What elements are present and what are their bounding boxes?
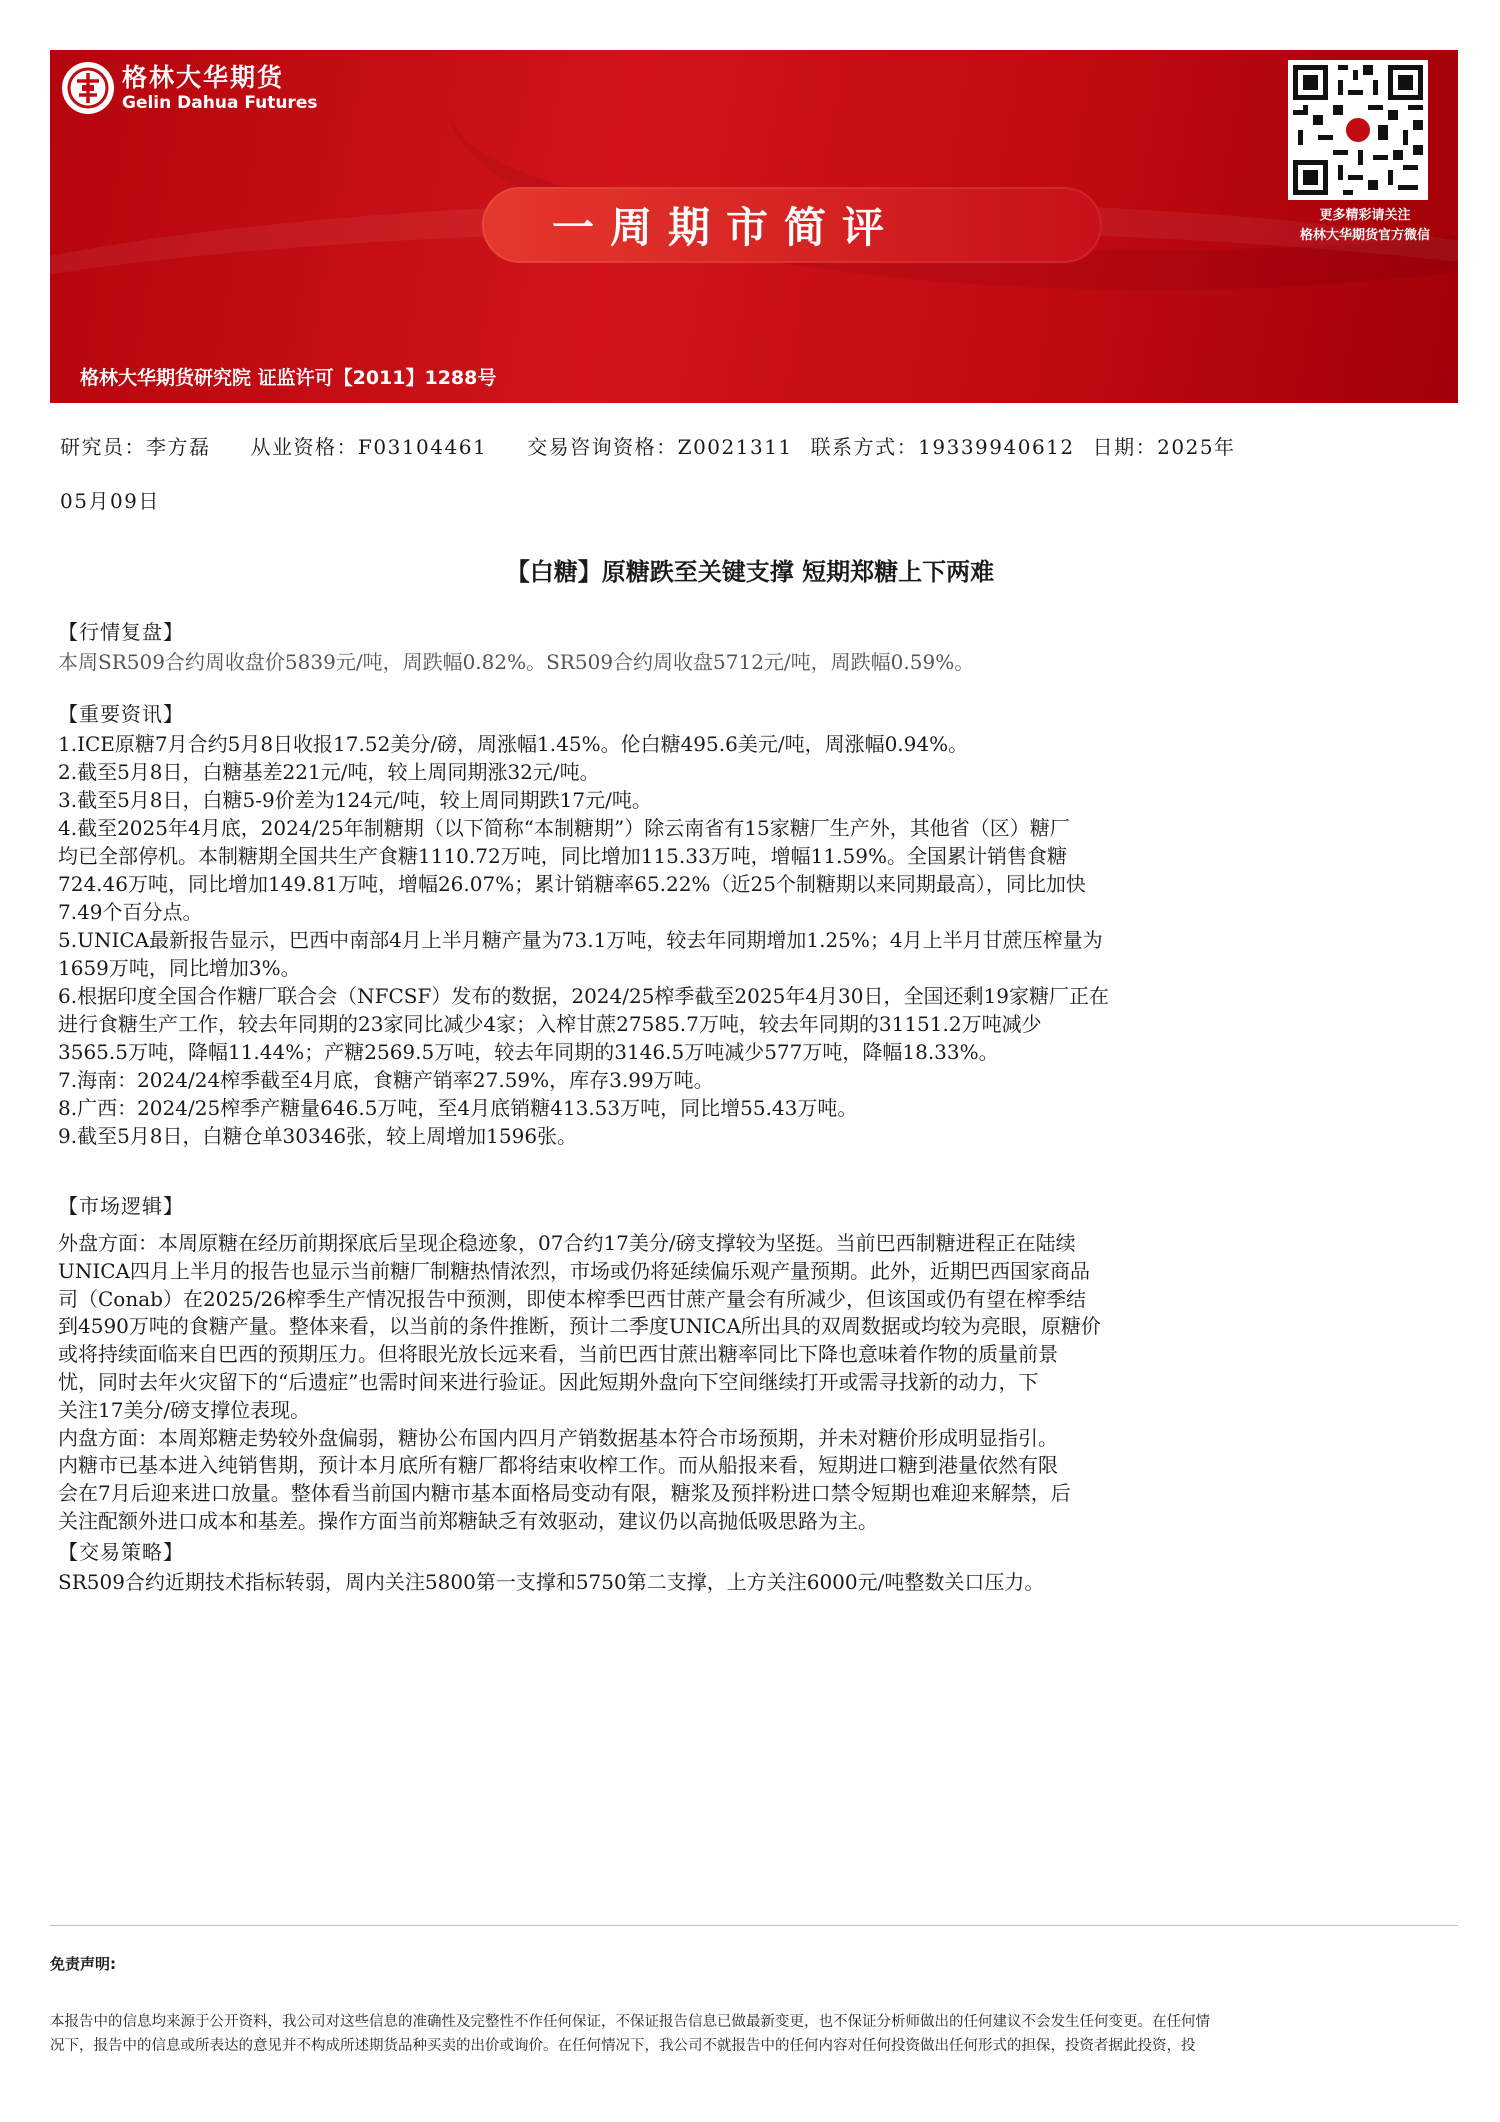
- logic-line: 关注配额外进口成本和基差。操作方面当前郑糖缺乏有效驱动，建议仍以高抛低吸思路为主。: [58, 1508, 878, 1533]
- news-line: 7.49个百分点。: [58, 900, 203, 924]
- news-line: 5.UNICA最新报告显示，巴西中南部4月上半月糖产量为73.1万吨，较去年同期增加1.25%；4月上半月甘蔗压榨量为: [58, 928, 1103, 952]
- news-line: 6.根据印度全国合作糖厂联合会（NFCSF）发布的数据，2024/25榨季截至2025年4月30日，全国还剩19家糖厂正在: [58, 984, 1109, 1008]
- date-part-1: 日期：2025年: [1092, 435, 1236, 459]
- disclaimer-line: 本报告中的信息均来源于公开资料，我公司对这些信息的准确性及完整性不作任何保证，不保证报告信息已做最新变更，也不保证分析师做出的任何建议不会发生任何变更。在任何情: [50, 2014, 1210, 2030]
- review-text: 本周SR509合约周收盘价5839元/吨，周跌幅0.82%。SR509合约周收盘5712元/吨，周跌幅0.59%。: [58, 650, 975, 674]
- logic-line: 内糖市已基本进入纯销售期，预计本月底所有糖厂都将结束收榨工作。而从船报来看，短期进口糖到港量依然有限: [58, 1453, 1058, 1478]
- logic-line: 外盘方面：本周原糖在经历前期探底后呈现企稳迹象，07合约17美分/磅支撑较为坚挺。当前巴西制糖进程正在陆续: [58, 1231, 1076, 1255]
- qr-caption: [1280, 206, 1450, 246]
- researcher: 研究员：李方磊: [60, 435, 211, 459]
- logo-mark-icon: [62, 62, 114, 114]
- date-part-2: 05月09日: [60, 489, 160, 513]
- report-meta: [60, 420, 1440, 528]
- report-title: 一周期市简评: [552, 203, 901, 252]
- footer-divider: [50, 1925, 1458, 1926]
- company-logo: [62, 62, 317, 114]
- news-line: 1659万吨，同比增加3%。: [58, 956, 301, 980]
- strategy-text: SR509合约近期技术指标转弱，周内关注5800第一支撑和5750第二支撑，上方关注6000元/吨整数关口压力。: [58, 1569, 1045, 1594]
- disclaimer-title: 免责声明:: [50, 1955, 116, 1973]
- news-line: 9.截至5月8日，白糖仓单30346张，较上周增加1596张。: [58, 1124, 578, 1148]
- logic-line: 会在7月后迎来进口放量。整体看当前国内糖市基本面格局变动有限，糖浆及预拌粉进口禁令短期也难迎来解禁，后: [58, 1481, 1071, 1506]
- article-body: [58, 610, 1453, 1596]
- logic-line: 司（Conab）在2025/26榨季生产情况报告中预测，即使本榨季巴西甘蔗产量会有所减少，但该国或仍有望在榨季结: [58, 1286, 1087, 1311]
- logic-line: 关注17美分/磅支撑位表现。: [58, 1397, 311, 1422]
- contact: 联系方式：19339940612: [810, 435, 1075, 459]
- logic-paragraphs: [58, 1230, 1453, 1536]
- logic-line: 或将持续面临来自巴西的预期压力。但将眼光放长远来看，当前巴西甘蔗出糖率同比下降也意味着作物的质量前景: [58, 1342, 1058, 1367]
- logic-line: 忧，同时去年火灾留下的“后遗症”也需时间来进行验证。因此短期外盘向下空间继续打开或需寻找新的动力，下: [58, 1369, 1039, 1394]
- news-line: 均已全部停机。本制糖期全国共生产食糖1110.72万吨，同比增加115.33万吨，增幅11.59%。全国累计销售食糖: [58, 844, 1067, 868]
- report-title-pill: [482, 187, 1102, 263]
- qr-caption-line-1: 更多精彩请关注: [1319, 208, 1411, 223]
- news-line: 7.海南：2024/24榨季截至4月底，食糖产销率27.59%，库存3.99万吨。: [58, 1068, 714, 1092]
- news-line: 724.46万吨，同比增加149.81万吨，增幅26.07%；累计销糖率65.22%（近25个制糖期以来同期最高），同比加快: [58, 872, 1086, 896]
- qr-caption-line-2: 格林大华期货官方微信: [1299, 228, 1430, 243]
- news-line: 2.截至5月8日，白糖基差221元/吨，较上周同期涨32元/吨。: [58, 760, 600, 784]
- news-line: 3565.5万吨，降幅11.44%；产糖2569.5万吨，较去年同期的3146.5万吨减少577万吨，降幅18.33%。: [58, 1040, 999, 1064]
- institute-license: 格林大华期货研究院 证监许可【2011】1288号: [80, 367, 497, 389]
- article-headline: 【白糖】原糖跌至关键支撑 短期郑糖上下两难: [505, 558, 995, 586]
- qr-code-icon: [1288, 60, 1428, 200]
- logo-chinese-name: 格林大华期货: [122, 63, 285, 92]
- logic-line: UNICA四月上半月的报告也显示当前糖厂制糖热情浓烈，市场或仍将延续偏乐观产量预期。此外，近期巴西国家商品: [58, 1258, 1091, 1283]
- section-title-review: 【行情复盘】: [58, 620, 184, 644]
- news-line: 1.ICE原糖7月合约5月8日收报17.52美分/磅，周涨幅1.45%。伦白糖495.6美元/吨，周涨幅0.94%。: [58, 732, 969, 756]
- qualification: 从业资格：F03104461: [250, 435, 488, 459]
- news-line: 4.截至2025年4月底，2024/25年制糖期（以下简称“本制糖期”）除云南省有15家糖厂生产外，其他省（区）糖厂: [58, 816, 1070, 840]
- disclaimer-text: [50, 2010, 1458, 2058]
- news-line: 3.截至5月8日，白糖5-9价差为124元/吨，较上周同期跌17元/吨。: [58, 788, 652, 812]
- news-line: 8.广西：2024/25榨季产糖量646.5万吨，至4月底销糖413.53万吨，同比增55.43万吨。: [58, 1096, 858, 1120]
- disclaimer-line: 况下，报告中的信息或所表达的意见并不构成所述期货品种买卖的出价或询价。在任何情况下，我公司不就报告中的任何内容对任何投资做出任何形式的担保，投资者据此投资，投: [50, 2038, 1196, 2054]
- logic-line: 内盘方面：本周郑糖走势较外盘偏弱，糖协公布国内四月产销数据基本符合市场预期，并未对糖价形成明显指引。: [58, 1425, 1058, 1450]
- section-title-strategy: 【交易策略】: [58, 1539, 184, 1564]
- logo-english-name: Gelin Dahua Futures: [122, 93, 318, 113]
- news-line: 进行食糖生产工作，较去年同期的23家同比减少4家；入榨甘蔗27585.7万吨，较去年同期的31151.2万吨减少: [58, 1012, 1042, 1036]
- consult-qualification: 交易咨询资格：Z0021311: [527, 435, 793, 459]
- logic-line: 到4590万吨的食糖产量。整体来看，以当前的条件推断，预计二季度UNICA所出具的双周数据或均较为亮眼，原糖价: [58, 1314, 1101, 1339]
- section-title-news: 【重要资讯】: [58, 702, 184, 726]
- news-list: [58, 730, 1453, 1150]
- header-banner: [50, 50, 1458, 403]
- section-title-logic: 【市场逻辑】: [58, 1194, 184, 1218]
